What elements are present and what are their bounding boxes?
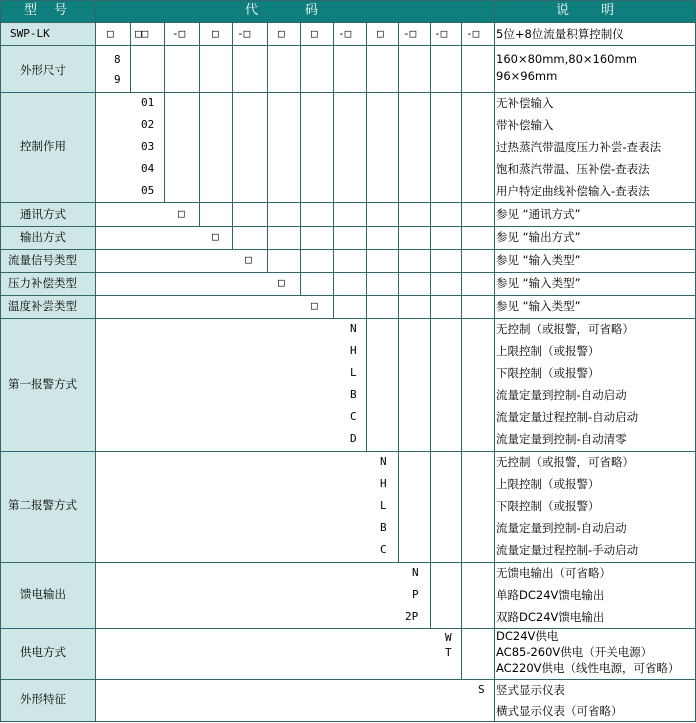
code-slot: -□ — [403, 27, 417, 40]
alarm2-code: C — [380, 543, 387, 556]
alarm2-description: 无控制（或报警，可省略） — [496, 455, 634, 469]
alarm1-code: B — [350, 388, 357, 401]
output-description: 参见 “输出方式” — [496, 230, 581, 244]
feed-code: 2P — [405, 610, 419, 623]
pressure-comp-code: □ — [278, 276, 285, 289]
flow-signal-description: 参见 “输入类型” — [496, 253, 581, 267]
model-name: SWP-LK — [10, 27, 50, 40]
shape-description: 竖式显示仪表 — [496, 683, 565, 697]
feed-code: P — [412, 588, 419, 601]
code-slot: □ — [311, 27, 318, 40]
control-description: 带补偿输入 — [496, 118, 554, 132]
output-code: □ — [212, 230, 219, 243]
comm-description: 参见 “通讯方式” — [496, 207, 581, 221]
dimensions-description: 160×80mm,80×160mm — [496, 52, 637, 66]
control-description: 用户特定曲线补偿输入-查表法 — [496, 184, 650, 198]
alarm1-description: 流量定量过程控制-自动启动 — [496, 410, 639, 424]
shape-description: 横式显示仪表（可省略） — [496, 704, 623, 718]
alarm1-description: 流量定量到控制-自动启动 — [496, 388, 627, 402]
pressure-comp-label: 压力补偿类型 — [8, 276, 77, 290]
control-description: 无补偿输入 — [496, 96, 554, 110]
control-code: 03 — [141, 140, 155, 153]
code-slot: □□ — [135, 27, 149, 40]
label-column-band — [0, 22, 95, 722]
feed-code: N — [412, 566, 419, 579]
power-description: AC220V供电（线性电源，可省略） — [496, 661, 680, 675]
code-slot: □ — [107, 27, 114, 40]
alarm1-code: N — [350, 322, 357, 335]
temp-comp-code: □ — [311, 299, 318, 312]
flow-signal-label: 流量信号类型 — [8, 253, 77, 267]
flow-signal-code: □ — [245, 253, 252, 266]
alarm2-description: 上限控制（或报警） — [496, 477, 600, 491]
power-label: 供电方式 — [20, 645, 66, 659]
model-description: 5位+8位流量积算控制仪 — [496, 27, 624, 41]
control-code: 04 — [141, 162, 155, 175]
comm-code: □ — [178, 207, 185, 220]
feed-description: 单路DC24V馈电输出 — [496, 588, 605, 602]
power-code: W — [445, 631, 452, 644]
header-model: 型 号 — [24, 3, 70, 18]
header-code: 代 码 — [245, 3, 321, 18]
pressure-comp-description: 参见 “输入类型” — [496, 276, 581, 290]
dimensions-description: 96×96mm — [496, 69, 558, 83]
control-label: 控制作用 — [20, 139, 66, 153]
control-description: 饱和蒸汽带温、压补偿-查表法 — [496, 162, 650, 176]
alarm1-label: 第一报警方式 — [8, 377, 77, 391]
code-slot: -□ — [466, 27, 480, 40]
alarm1-code: C — [350, 410, 357, 423]
dimensions-code: 9 — [114, 73, 121, 86]
control-code: 01 — [141, 96, 155, 109]
alarm2-description: 流量定量过程控制-手动启动 — [496, 543, 639, 557]
alarm2-code: H — [380, 477, 387, 490]
power-description: DC24V供电 — [496, 629, 559, 643]
code-slot: -□ — [434, 27, 448, 40]
alarm2-code: N — [380, 455, 387, 468]
code-slot: -□ — [338, 27, 352, 40]
comm-label: 通讯方式 — [20, 207, 66, 221]
alarm1-description: 流量定量到控制-自动清零 — [496, 432, 627, 446]
alarm1-code: L — [350, 366, 357, 379]
code-slot: □ — [212, 27, 219, 40]
alarm1-description: 无控制（或报警，可省略） — [496, 322, 634, 336]
temp-comp-description: 参见 “输入类型” — [496, 299, 581, 313]
alarm2-code: B — [380, 521, 387, 534]
feed-description: 双路DC24V馈电输出 — [496, 610, 605, 624]
alarm1-code: D — [350, 432, 357, 445]
alarm2-label: 第二报警方式 — [8, 498, 77, 512]
code-slot: □ — [377, 27, 384, 40]
feed-label: 馈电输出 — [20, 587, 66, 601]
code-slot: □ — [278, 27, 285, 40]
alarm1-code: H — [350, 344, 357, 357]
feed-description: 无馈电输出（可省略） — [496, 566, 611, 580]
code-slot: -□ — [237, 27, 251, 40]
shape-code: S — [478, 683, 485, 696]
alarm2-description: 流量定量到控制-自动启动 — [496, 521, 627, 535]
control-code: 05 — [141, 184, 155, 197]
output-label: 输出方式 — [20, 230, 66, 244]
alarm2-code: L — [380, 499, 387, 512]
header-description: 说 明 — [556, 3, 617, 18]
control-description: 过热蒸汽带温度压力补尝-查表法 — [496, 140, 662, 154]
power-description: AC85-260V供电（开关电源） — [496, 645, 653, 659]
alarm1-description: 下限控制（或报警） — [496, 366, 600, 380]
temp-comp-label: 温度补尝类型 — [8, 299, 77, 313]
dimensions-code: 8 — [114, 53, 121, 66]
alarm2-description: 下限控制（或报警） — [496, 499, 600, 513]
power-code: T — [445, 646, 452, 659]
code-slot: -□ — [172, 27, 186, 40]
dimensions-label: 外形尺寸 — [20, 63, 66, 77]
alarm1-description: 上限控制（或报警） — [496, 344, 600, 358]
shape-label: 外形特征 — [20, 692, 66, 706]
control-code: 02 — [141, 118, 155, 131]
